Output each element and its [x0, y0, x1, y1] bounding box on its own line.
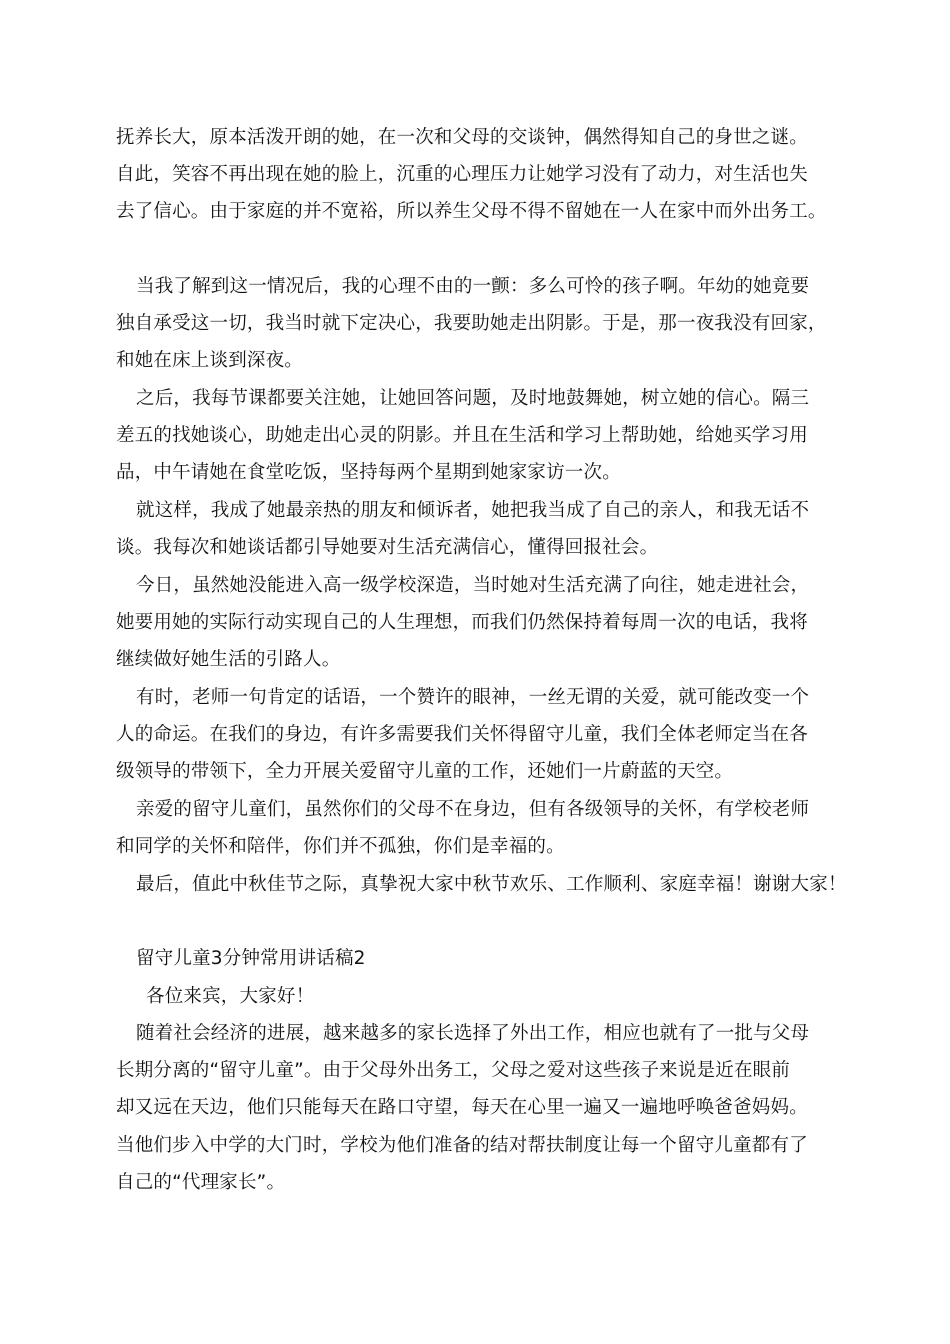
- text-line: 她要用她的实际行动实现自己的人生理想，而我们仍然保持着每周一次的电话，我将: [116, 612, 808, 633]
- text-line: 和她在床上谈到深夜。: [116, 350, 304, 371]
- text-line: 自此，笑容不再出现在她的脸上，沉重的心理压力让她学习没有了动力，对生活也失: [116, 164, 808, 185]
- paragraph-line: 之后，我每节课都要关注她，让她回答问题，及时地鼓舞她，树立她的信心。隔三: [136, 388, 810, 409]
- paragraph-line: 最后，值此中秋佳节之际，真挚祝大家中秋节欢乐、工作顺利、家庭幸福！谢谢大家！: [136, 874, 847, 895]
- text-line: 级领导的带领下，全力开展关爱留守儿童的工作，还她们一片蔚蓝的天空。: [116, 761, 734, 782]
- text-line: 去了信心。由于家庭的并不宽裕，所以养生父母不得不留她在一人在家中而外出务工。: [116, 201, 827, 222]
- paragraph-line: 当我了解到这一情况后，我的心理不由的一颤：多么可怜的孩子啊。年幼的她竟要: [136, 276, 810, 297]
- greeting-line: 各位来宾，大家好！: [146, 986, 315, 1007]
- text-line: 当他们步入中学的大门时，学校为他们准备的结对帮扶制度让每一个留守儿童都有了: [116, 1135, 808, 1156]
- section-heading: 留守儿童3分钟常用讲话稿2: [136, 948, 366, 969]
- text-line: 差五的找她谈心，助她走出心灵的阴影。并且在生活和学习上帮助她，给她买学习用: [116, 425, 808, 446]
- paragraph-line: 就这样，我成了她最亲热的朋友和倾诉者，她把我当成了自己的亲人，和我无话不: [136, 500, 810, 521]
- text-line: 人的命运。在我们的身边，有许多需要我们关怀得留守儿童，我们全体老师定当在各: [116, 724, 808, 745]
- text-line: 品，中午请她在食堂吃饭，坚持每两个星期到她家家访一次。: [116, 462, 621, 483]
- text-line: 继续做好她生活的引路人。: [116, 649, 341, 670]
- paragraph-line: 随着社会经济的进展，越来越多的家长选择了外出工作，相应也就有了一批与父母: [136, 1023, 810, 1044]
- text-line: 抚养长大，原本活泼开朗的她，在一次和父母的交谈钟，偶然得知自己的身世之谜。: [116, 127, 808, 148]
- paragraph-line: 亲爱的留守儿童们，虽然你们的父母不在身边，但有各级领导的关怀，有学校老师: [136, 799, 810, 820]
- paragraph-line: 有时，老师一句肯定的话语，一个赞许的眼神，一丝无谓的关爱，就可能改变一个: [136, 687, 810, 708]
- text-line: 独自承受这一切，我当时就下定决心，我要助她走出阴影。于是，那一夜我没有回家，: [116, 313, 827, 334]
- text-line: 自己的“代理家长”。: [116, 1172, 286, 1193]
- text-line: 长期分离的“留守儿童”。由于父母外出务工，父母之爱对这些孩子来说是近在眼前: [116, 1060, 791, 1081]
- text-line: 谈。我每次和她谈话都引导她要对生活充满信心，懂得回报社会。: [116, 537, 659, 558]
- text-line: 和同学的关怀和陪伴，你们并不孤独，你们是幸福的。: [116, 836, 565, 857]
- text-line: 却又远在天边，他们只能每天在路口守望，每天在心里一遍又一遍地呼唤爸爸妈妈。: [116, 1097, 808, 1118]
- paragraph-line: 今日，虽然她没能进入高一级学校深造，当时她对生活充满了向往，她走进社会，: [136, 575, 810, 596]
